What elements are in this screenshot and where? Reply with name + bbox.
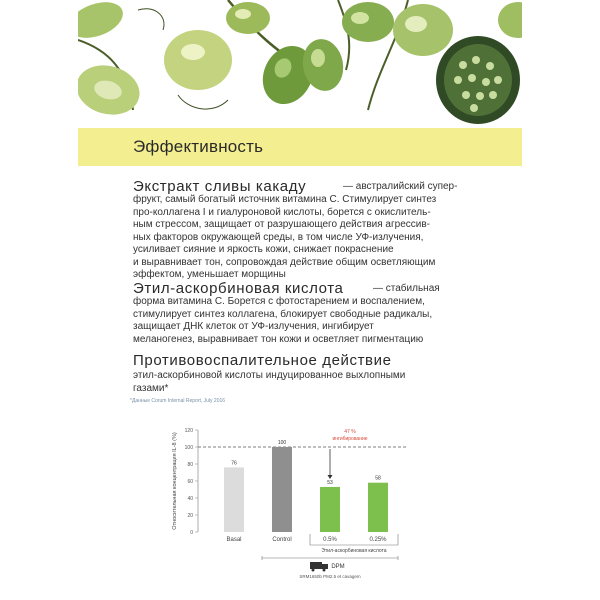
footnote: *Данные Corum Internal Report, July 2016: [130, 398, 226, 404]
kakadu-line-3: ным стрессом, защищает от разрушающего действия агрессив-: [133, 219, 430, 230]
kakadu-paragraph: [133, 194, 468, 282]
ethyl-paragraph: [133, 296, 468, 346]
x-tick-label: Basal: [226, 537, 242, 543]
page: [78, 0, 522, 600]
anti-inflammatory-paragraph: [133, 370, 468, 395]
annotation-text: ингибирование: [332, 436, 368, 442]
kakadu-line-0: — австралийский супер-: [343, 181, 458, 192]
bar: [368, 483, 388, 532]
heading-ethyl-ascorbic: Этил-аскорбиновая кислота: [133, 280, 344, 297]
kakadu-line-2: про-коллагена I и гиалуроновой кислоты, борется с окислитель-: [133, 206, 431, 218]
ethyl-line-0: — стабильная: [373, 283, 440, 294]
ethyl-line-4: меланогенез, выравнивает тон кожи и осветляет пигментацию: [133, 333, 424, 345]
bar-value-label: 53: [327, 479, 333, 486]
kakadu-plum-watercolor: [78, 0, 522, 128]
y-tick-label: 60: [187, 479, 193, 485]
y-tick-label: 40: [187, 496, 193, 502]
annotation-value: 47 %: [344, 429, 356, 435]
y-tick-label: 0: [190, 530, 193, 536]
il8-bar-chart: [118, 410, 448, 590]
chart-svg: [118, 410, 448, 590]
kakadu-line-6: и выравнивает тон, сопровождая действие общим осветляющим: [133, 256, 436, 268]
y-tick-label: 20: [187, 513, 193, 519]
kakadu-line-5: усиливает сияние и яркость кожи, снижает покраснение: [133, 244, 394, 255]
truck-wheel-icon: [312, 569, 315, 572]
x-tick-label: Control: [272, 537, 292, 543]
bar-value-label: 76: [231, 460, 237, 467]
ethyl-line-2: стимулирует синтез коллагена, блокирует свободные радикалы,: [133, 308, 433, 320]
group-label: Этил-аскорбиновая кислота: [321, 548, 387, 554]
truck-wheel-icon: [323, 569, 326, 572]
y-tick-label: 120: [184, 428, 193, 434]
bar-value-label: 100: [277, 440, 287, 446]
x-tick-label: 0.5%: [323, 537, 337, 543]
ethyl-line-1: форма витамина С. Борется с фотостарением и воспалением,: [133, 296, 425, 307]
source-label: SRM1650b PM2.5 et cavagem: [299, 574, 361, 579]
ethyl-line-3: защищает ДНК клеток от УФ-излучения, ингибирует: [133, 321, 374, 332]
annotation-arrowhead: [328, 475, 333, 479]
kakadu-line-1: фрукт, самый богатый источник витамина С. Стимулирует синтез: [133, 194, 437, 205]
bar-value-label: 58: [375, 475, 381, 482]
heading-anti-inflammatory: Противовоспалительное действие: [133, 352, 392, 369]
x-tick-label: 0.25%: [369, 537, 387, 543]
truck-cab-icon: [322, 564, 328, 569]
truck-icon: [310, 562, 322, 569]
kakadu-line-7: эффектом, уменьшает морщины: [133, 269, 286, 280]
botanical-illustration: [78, 0, 522, 128]
bar: [224, 467, 244, 532]
dpm-label: DPM: [331, 564, 345, 570]
y-tick-label: 100: [184, 445, 193, 451]
y-axis-label: Относительная концентрация IL-8 (%): [172, 432, 178, 530]
y-tick-label: 80: [187, 462, 193, 468]
anti-line-1: газами*: [133, 382, 169, 394]
section-title: Эффективность: [133, 137, 264, 156]
bar: [320, 487, 340, 532]
bar: [272, 447, 292, 532]
kakadu-line-4: ных факторов окружающей среды, в том числе УФ-излучения,: [133, 231, 424, 243]
anti-line-0: этил-аскорбиновой кислоты индуцированное выхлопными: [133, 370, 406, 381]
heading-kakadu-plum: Экстракт сливы какаду: [133, 178, 307, 195]
section-title-band: [78, 128, 522, 166]
